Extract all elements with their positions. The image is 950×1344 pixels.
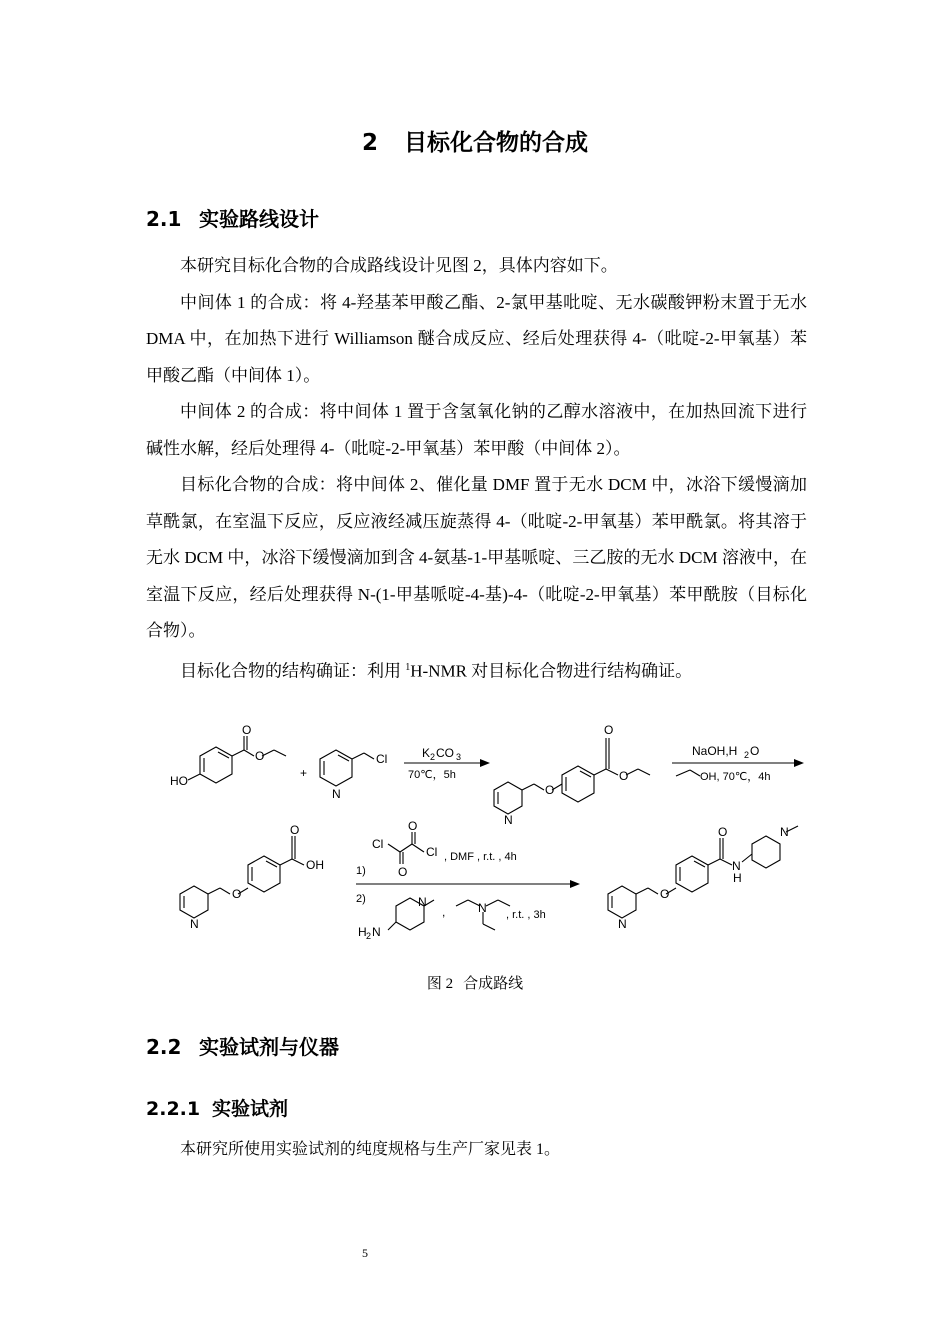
figure-caption [0,972,950,993]
synthesis-scheme [160,712,810,950]
svg-text:1): 1) [356,865,366,877]
svg-text:O: O [290,823,300,837]
section-title: 实验试剂与仪器 [199,1035,339,1059]
ethyl-4-hydroxybenzoate-structure [188,736,286,783]
svg-text:H: H [358,925,367,939]
svg-text:K: K [422,746,431,760]
chloromethylpyridine-structure [320,750,374,786]
chapter-title [0,124,950,157]
paragraph-intermediate-2: 中间体 2 的合成：将中间体 1 置于含氢氧化钠的乙醇水溶液中，在加热回流下进行碱性水解，经后处理得 4-（吡啶-2-甲氧基）苯甲酸（中间体 2）。 [146,402,807,458]
svg-text:Cl: Cl [376,752,388,766]
svg-text:2: 2 [366,931,372,941]
section-heading-2-1 [146,203,319,232]
svg-text:, DMF , r.t. , 4h: , DMF , r.t. , 4h [444,851,517,863]
svg-text:NaOH,H: NaOH,H [692,744,738,758]
svg-text:,: , [442,905,446,919]
paragraph-target-compound: 目标化合物的合成：将中间体 2、催化量 DMF 置于无水 DCM 中，冰浴下缓慢滴加草酰氯，在室温下反应，反应液经减压旋蒸得 4-（吡啶-2-甲氧基）苯甲酰氯。将其溶于无水 DCM 中，冰浴下缓慢滴加到含 4-氨基-1-甲基哌啶、三乙胺的无水 DCM 溶液中，在室温下反应，经后处理获得 N-(1-甲基哌啶-4-基)-4-（吡啶-2-甲氧基）苯甲酰胺（目标化合物）。 [146,475,807,640]
svg-text:O: O [232,887,242,901]
paragraph-intermediate-1: 中间体 1 的合成：将 4-羟基苯甲酸乙酯、2-氯甲基吡啶、无水碳酸钾粉末置于无水 DMA 中，在加热下进行 Williamson 醚合成反应、经后处理获得 4-（吡啶-2-甲氧基）苯甲酸乙酯（中间体 1）。 [146,292,807,385]
svg-text:2: 2 [744,750,750,760]
svg-text:O: O [660,887,670,901]
paragraph-structure-confirmation: 目标化合物的结构确证：利用 $^1$H-NMR 对目标化合物进行结构确证。 [180,661,693,681]
chapter-number: 2 [361,130,378,156]
svg-text:N: N [618,917,627,931]
section-number: 2.1 [146,207,182,231]
svg-text:3: 3 [456,752,462,762]
figure-caption-text: 合成路线 [463,976,524,992]
svg-text:O: O [242,723,252,737]
svg-text:OH: OH [306,858,324,872]
svg-text:N: N [190,917,199,931]
section-2-1-body [146,248,807,690]
section-title: 实验试剂 [212,1098,289,1120]
svg-text:O: O [619,769,629,783]
section-heading-2-2 [146,1031,339,1060]
svg-text:Cl: Cl [426,845,438,859]
svg-text:N: N [478,901,487,915]
svg-text:N: N [732,859,741,873]
chapter-title-text: 目标化合物的合成 [404,130,588,156]
svg-text:O: O [255,749,265,763]
svg-text:OH, 70℃，4h: OH, 70℃，4h [700,771,771,783]
svg-text:O: O [750,744,760,758]
section-2-2-1-body [146,1132,807,1169]
svg-text:Cl: Cl [372,837,384,851]
svg-text:H: H [733,871,742,885]
svg-text:2): 2) [356,893,366,905]
intermediate-2-structure [180,836,304,918]
svg-text:O: O [408,819,418,833]
svg-text:CO: CO [436,746,454,760]
svg-text:N: N [372,925,381,939]
svg-text:N: N [504,813,513,827]
section-title: 实验路线设计 [199,207,319,231]
page-number: 5 [362,1246,368,1260]
target-compound-structure [608,826,798,918]
svg-text:, r.t. , 3h: , r.t. , 3h [506,909,546,921]
svg-text:70℃，5h: 70℃，5h [408,769,456,781]
svg-text:2: 2 [430,752,436,762]
svg-text:N: N [332,787,341,801]
section-number: 2.2 [146,1035,182,1059]
paragraph-route-intro: 本研究目标化合物的合成路线设计见图 2，具体内容如下。 [180,256,618,275]
svg-text:O: O [604,723,614,737]
svg-text:O: O [398,865,408,879]
figure-number: 图 2 [426,976,454,992]
paragraph-reagents: 本研究所使用实验试剂的纯度规格与生产厂家见表 1。 [180,1141,561,1158]
section-heading-2-2-1 [146,1094,288,1121]
svg-text:N: N [418,895,427,909]
svg-text:O: O [545,783,555,797]
svg-text:N: N [780,825,789,839]
svg-text:+: + [300,766,308,780]
svg-text:O: O [718,825,728,839]
svg-text:HO: HO [170,774,188,788]
section-number: 2.2.1 [146,1098,201,1120]
